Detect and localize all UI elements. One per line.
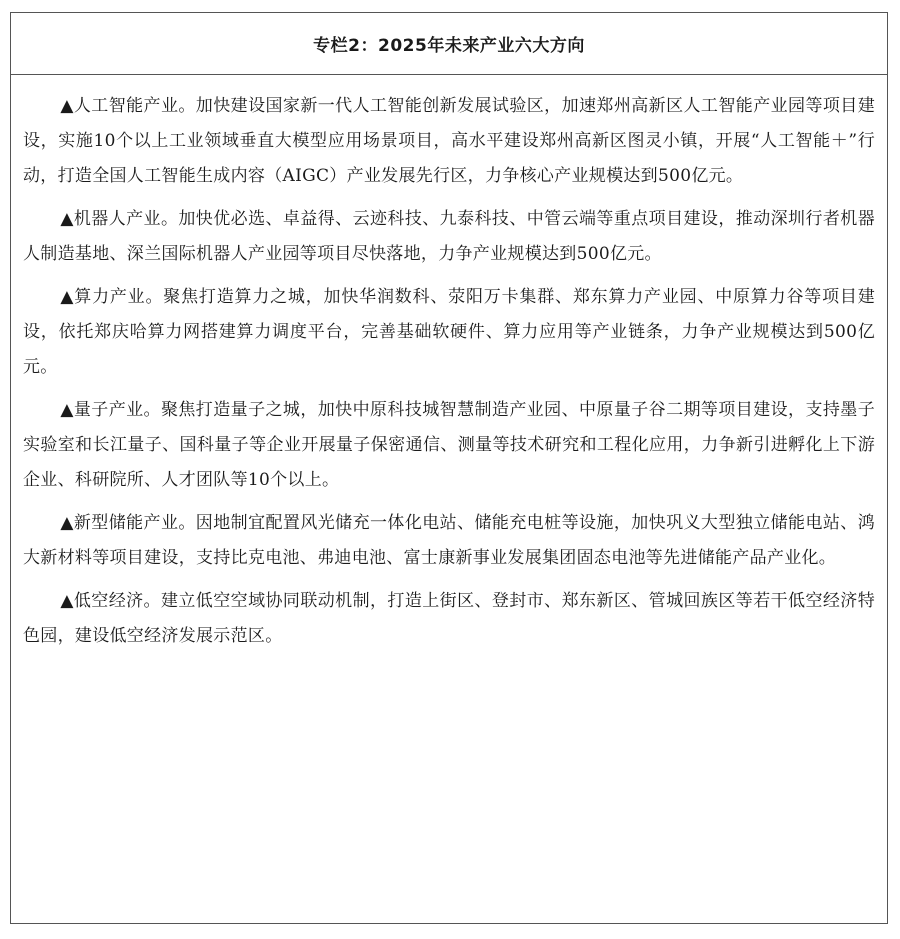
paragraph-ai-industry: ▲人工智能产业。加快建设国家新一代人工智能创新发展试验区，加速郑州高新区人工智能产业园等项目建设，实施10个以上工业领域垂直大模型应用场景项目，高水平建设郑州高新区图灵小镇，开展“人工智能＋”行动，打造全国人工智能生成内容（AIGC）产业发展先行区，力争核心产业规模达到500亿元。 bbox=[23, 96, 875, 186]
column-box bbox=[10, 12, 888, 924]
paragraph-computing-power-industry: ▲算力产业。聚焦打造算力之城，加快华润数科、荥阳万卡集群、郑东算力产业园、中原算力谷等项目建设，依托郑庆哈算力网搭建算力调度平台，完善基础软硬件、算力应用等产业链条，力争产业规模达到500亿元。 bbox=[23, 287, 875, 377]
paragraph-quantum-industry: ▲量子产业。聚焦打造量子之城，加快中原科技城智慧制造产业园、中原量子谷二期等项目建设，支持墨子实验室和长江量子、国科量子等企业开展量子保密通信、测量等技术研究和工程化应用，力争新引进孵化上下游企业、科研院所、人才团队等10个以上。 bbox=[23, 400, 875, 490]
column-body bbox=[11, 75, 887, 654]
column-title: 专栏2：2025年未来产业六大方向 bbox=[11, 13, 887, 75]
paragraph-low-altitude-economy: ▲低空经济。建立低空空域协同联动机制，打造上街区、登封市、郑东新区、管城回族区等若干低空经济特色园，建设低空经济发展示范区。 bbox=[23, 591, 875, 646]
paragraph-robot-industry: ▲机器人产业。加快优必选、卓益得、云迹科技、九泰科技、中管云端等重点项目建设，推动深圳行者机器人制造基地、深兰国际机器人产业园等项目尽快落地，力争产业规模达到500亿元。 bbox=[23, 209, 875, 264]
paragraph-energy-storage-industry: ▲新型储能产业。因地制宜配置风光储充一体化电站、储能充电桩等设施，加快巩义大型独立储能电站、鸿大新材料等项目建设，支持比克电池、弗迪电池、富士康新事业发展集团固态电池等先进储能产品产业化。 bbox=[23, 513, 875, 568]
